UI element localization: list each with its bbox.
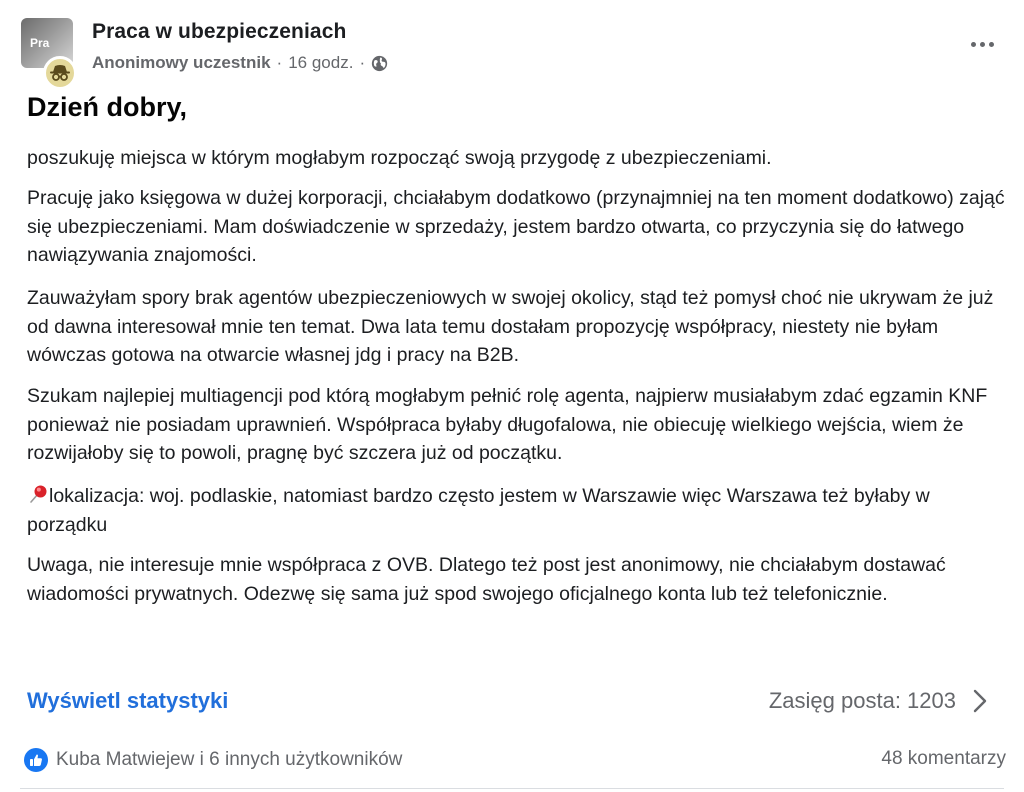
author-name[interactable]: Anonimowy uczestnik	[92, 53, 271, 72]
like-icon	[24, 748, 48, 772]
meta-separator: ·	[359, 53, 366, 72]
view-stats-link[interactable]: Wyświetl statystyki	[27, 688, 229, 713]
globe-icon[interactable]	[371, 55, 388, 72]
post-paragraph: Szukam najlepiej multiagencji pod którą mogłabym pełnić rolę agenta, najpierw musiałabym zdać egzamin KNF ponieważ nie posiadam uprawnień. Współpraca byłaby długofalowa, nie obiecuję wielkiego wejścia, wiem że rozwijałoby się to powoli, pragnę być szczera już od początku.	[27, 385, 988, 465]
divider	[20, 788, 1004, 789]
chevron-right-icon	[972, 688, 988, 714]
comments-count-link[interactable]: 48 komentarzy	[881, 748, 1006, 769]
group-name-link[interactable]: Praca w ubezpieczeniach	[92, 20, 347, 43]
post-paragraph: Pracuję jako księgowa w dużej korporacji, chciałabym dodatkowo (przynajmniej na ten moment dodatkowo) zająć się ubezpieczeniami. Mam doświadczenie w sprzedaży, jestem bardzo otwarta, co przyczynia się do łatwego nawiązywania znajomości.	[27, 187, 1005, 267]
post-paragraph: Uwaga, nie interesuje mnie współpraca z OVB. Dlatego też post jest anonimowy, nie chciałabym dostawać wiadomości prywatnych. Odezwę się sama już spod swojego oficjalnego konta lub też telefonicznie.	[27, 554, 946, 605]
post-paragraph: poszukuję miejsca w którym mogłabym rozpocząć swoją przygodę z ubezpieczeniami.	[27, 147, 772, 169]
anonymous-icon	[43, 56, 77, 90]
pushpin-icon	[27, 483, 49, 505]
avatar[interactable]	[21, 18, 75, 78]
post-greeting: Dzień dobry,	[27, 92, 188, 122]
location-text: lokalizacja: woj. podlaskie, natomiast bardzo często jestem w Warszawie więc Warszawa też byłaby w porządku	[27, 485, 930, 536]
reactions-text: Kuba Matwiejew i 6 innych użytkowników	[56, 749, 403, 770]
meta-separator: ·	[276, 53, 283, 72]
reactions-summary[interactable]	[24, 748, 402, 772]
post-paragraph-location	[27, 482, 1007, 539]
more-options-icon[interactable]	[962, 32, 1002, 56]
post-meta	[92, 53, 388, 73]
post-reach-label: Zasięg posta: 1203	[768, 688, 956, 713]
post-reach-button[interactable]	[769, 688, 988, 714]
group-thumb-text: Pra	[30, 36, 50, 50]
post-time[interactable]: 16 godz.	[288, 53, 354, 72]
post-paragraph: Zauważyłam spory brak agentów ubezpieczeniowych w swojej okolicy, stąd też pomysł choć nie ukrywam że już od dawna interesował mnie ten temat. Dwa lata temu dostałam propozycję współpracy, niestety nie byłam wówczas gotowa na otwarcie własnej jdg i pracy na B2B.	[27, 287, 994, 367]
